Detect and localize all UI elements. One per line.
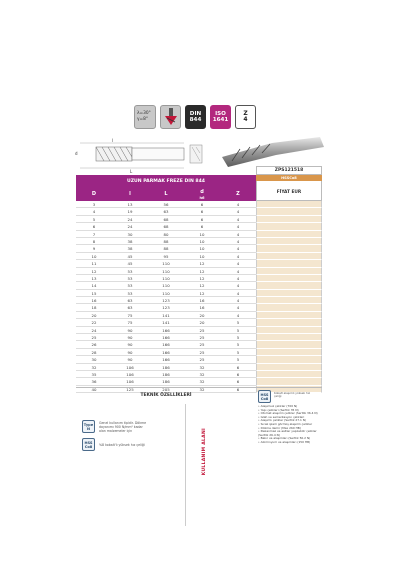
cell-D: 22 xyxy=(76,319,112,326)
cell-D: 36 xyxy=(76,378,112,385)
cell-D: 10 xyxy=(76,253,112,260)
cell-D: 5 xyxy=(76,216,112,223)
cell-l: 75 xyxy=(112,312,148,319)
hss-note: Kobalt alaşımlı yüksek hız çeliği xyxy=(274,391,311,399)
type-icon-label: Type xyxy=(83,422,94,427)
usage-item: • Islah ve sementasyon çelikleri xyxy=(258,416,322,420)
type-icon-value: N xyxy=(86,426,90,431)
table-row xyxy=(76,349,322,356)
cell-l: 90 xyxy=(112,356,148,363)
cell-d: 12 xyxy=(184,290,220,297)
cell-D: 6 xyxy=(76,223,112,230)
cell-L: 186 xyxy=(148,364,184,371)
cell-price xyxy=(256,297,322,304)
cell-d: 32 xyxy=(184,386,220,393)
cell-d: 12 xyxy=(184,268,220,275)
table-title: UZUN PARMAK FREZE DIN 844 xyxy=(76,175,256,188)
cell-Z: 4 xyxy=(220,231,256,238)
dim-d-label: d xyxy=(75,151,78,156)
cell-l: 19 xyxy=(112,208,148,215)
product-table xyxy=(76,166,322,393)
iso-badge xyxy=(210,105,231,129)
table-row xyxy=(76,290,322,297)
cell-L: 110 xyxy=(148,290,184,297)
table-row xyxy=(76,312,322,319)
cell-L: 110 xyxy=(148,275,184,282)
tool-shape-icon xyxy=(160,105,181,129)
cell-price xyxy=(256,356,322,363)
cell-l: 125 xyxy=(112,386,148,393)
usage-item: • Yapı çelikleri (Sertlik 35 N) xyxy=(258,409,322,413)
cell-L: 68 xyxy=(148,223,184,230)
cell-l: 106 xyxy=(112,371,148,378)
table-row xyxy=(76,282,322,289)
cell-l: 13 xyxy=(112,201,148,208)
col-header-Z: Z xyxy=(220,188,256,201)
cell-d: 10 xyxy=(184,238,220,245)
iso-label: ISO xyxy=(215,111,226,117)
cell-d: 32 xyxy=(184,378,220,385)
cell-d: 25 xyxy=(184,327,220,334)
hss-icon-label: HSS xyxy=(84,440,93,445)
hss-icon-value: Co8 xyxy=(84,444,93,449)
usage-area-label: KULLANIM ALANI xyxy=(202,428,207,476)
cell-Z: 4 xyxy=(220,260,256,267)
cell-D: 7 xyxy=(76,231,112,238)
cell-Z: 4 xyxy=(220,216,256,223)
cell-Z: 5 xyxy=(220,327,256,334)
cell-l: 90 xyxy=(112,327,148,334)
col-header-l: l xyxy=(112,188,148,201)
din-number: 844 xyxy=(189,117,202,123)
usage-list xyxy=(258,405,322,445)
table-row xyxy=(76,297,322,304)
cell-price xyxy=(256,341,322,348)
table-row xyxy=(76,356,322,363)
cell-Z: 6 xyxy=(220,378,256,385)
cell-l: 106 xyxy=(112,378,148,385)
feature-material-text: %8 kobalt'lı yüksek hız çeliği xyxy=(99,442,145,447)
cell-price xyxy=(256,334,322,341)
cell-d: 16 xyxy=(184,297,220,304)
cell-L: 166 xyxy=(148,334,184,341)
table-row xyxy=(76,216,322,223)
usage-item: • Sıcak işlem görmüş alaşımlı çelikler xyxy=(258,423,322,427)
feature-type xyxy=(82,420,149,433)
helix-angle-value: λ=30° xyxy=(137,111,151,116)
cell-l: 45 xyxy=(112,253,148,260)
cell-D: 26 xyxy=(76,341,112,348)
table-row xyxy=(76,371,322,378)
table-row xyxy=(76,253,322,260)
col-header-D: D xyxy=(76,188,112,201)
material-label: HSSCo8 xyxy=(256,175,322,181)
cell-l: 53 xyxy=(112,282,148,289)
cell-L: 166 xyxy=(148,327,184,334)
cell-D: 8 xyxy=(76,238,112,245)
cell-L: 141 xyxy=(148,319,184,326)
cell-Z: 4 xyxy=(220,253,256,260)
cell-Z: 6 xyxy=(220,364,256,371)
usage-item: • Alaşımlı çelikler (Sertlik 27.1 N) xyxy=(258,419,322,423)
cell-L: 95 xyxy=(148,253,184,260)
cell-D: 14 xyxy=(76,282,112,289)
cell-d: 32 xyxy=(184,371,220,378)
cell-L: 63 xyxy=(148,208,184,215)
din-badge xyxy=(185,105,206,129)
cell-price xyxy=(256,327,322,334)
cell-D: 25 xyxy=(76,334,112,341)
cell-Z: 4 xyxy=(220,245,256,252)
cell-D: 30 xyxy=(76,356,112,363)
cell-L: 88 xyxy=(148,238,184,245)
cell-d: 6 xyxy=(184,216,220,223)
cell-l: 75 xyxy=(112,319,148,326)
cell-price xyxy=(256,260,322,267)
spec-badges xyxy=(134,105,256,129)
cell-d: 10 xyxy=(184,245,220,252)
table-row xyxy=(76,304,322,311)
cell-price xyxy=(256,208,322,215)
cell-l: 24 xyxy=(112,223,148,230)
feature-material xyxy=(82,438,145,451)
cell-Z: 4 xyxy=(220,208,256,215)
cell-d: 25 xyxy=(184,356,220,363)
cell-price xyxy=(256,253,322,260)
cell-Z: 5 xyxy=(220,349,256,356)
cell-d: 6 xyxy=(184,208,220,215)
cell-D: 12 xyxy=(76,268,112,275)
technical-section xyxy=(76,387,322,525)
product-code: ZPS121518 xyxy=(256,166,322,175)
flute-count-value: 4 xyxy=(243,116,248,123)
cell-d: 10 xyxy=(184,253,220,260)
type-n-icon xyxy=(82,420,95,433)
cell-D: 40 xyxy=(76,386,112,393)
table-row xyxy=(76,268,322,275)
cell-d: 10 xyxy=(184,231,220,238)
col-header-L: L xyxy=(148,188,184,201)
cell-price xyxy=(256,312,322,319)
cell-Z: 5 xyxy=(220,341,256,348)
cell-L: 166 xyxy=(148,341,184,348)
cell-D: 32 xyxy=(76,364,112,371)
cell-price xyxy=(256,245,322,252)
cell-price xyxy=(256,319,322,326)
cell-Z: 6 xyxy=(220,386,256,393)
table-body xyxy=(76,201,322,393)
table-row xyxy=(76,238,322,245)
cell-D: 16 xyxy=(76,297,112,304)
cell-Z: 4 xyxy=(220,304,256,311)
cell-price xyxy=(256,231,322,238)
cell-price xyxy=(256,364,322,371)
usage-item: • Alaşımsız çelikler (700 N) xyxy=(258,405,322,409)
cell-l: 63 xyxy=(112,297,148,304)
cell-l: 38 xyxy=(112,245,148,252)
helix-angle-badge xyxy=(134,105,156,129)
cell-Z: 4 xyxy=(220,275,256,282)
cell-l: 90 xyxy=(112,349,148,356)
cell-L: 186 xyxy=(148,378,184,385)
cell-D: 3 xyxy=(76,201,112,208)
cell-L: 56 xyxy=(148,201,184,208)
table-row xyxy=(76,378,322,385)
col-header-d-tolerance: h6 xyxy=(199,196,205,200)
technical-title: TEKNİK ÖZELLİKLERİ xyxy=(140,393,192,398)
cell-price xyxy=(256,275,322,282)
cell-price xyxy=(256,201,322,208)
din-label: DIN xyxy=(189,111,202,117)
cell-L: 110 xyxy=(148,260,184,267)
cell-Z: 5 xyxy=(220,356,256,363)
flute-count-badge xyxy=(235,105,256,129)
cell-L: 166 xyxy=(148,356,184,363)
table-row xyxy=(76,201,322,208)
table-row xyxy=(76,260,322,267)
cell-D: 20 xyxy=(76,312,112,319)
cell-d: 20 xyxy=(184,319,220,326)
cell-D: 35 xyxy=(76,371,112,378)
dim-l-label: l xyxy=(112,138,114,143)
cell-l: 63 xyxy=(112,304,148,311)
cell-L: 123 xyxy=(148,304,184,311)
cell-Z: 4 xyxy=(220,290,256,297)
cell-price xyxy=(256,290,322,297)
cell-d: 25 xyxy=(184,349,220,356)
cell-L: 205 xyxy=(148,386,184,393)
cell-D: 13 xyxy=(76,275,112,282)
cell-D: 28 xyxy=(76,349,112,356)
rake-angle-value: γ=8° xyxy=(137,117,149,122)
cell-D: 9 xyxy=(76,245,112,252)
cell-d: 6 xyxy=(184,223,220,230)
col-header-d xyxy=(184,188,220,201)
table-row xyxy=(76,231,322,238)
usage-item: • Bakır ve alaşımları (Sertlik 50.2 N) xyxy=(258,437,322,441)
col-header-d-label: d xyxy=(200,189,204,195)
cell-l: 38 xyxy=(112,238,148,245)
cell-l: 30 xyxy=(112,231,148,238)
cell-price xyxy=(256,238,322,245)
cell-Z: 4 xyxy=(220,268,256,275)
cell-price xyxy=(256,282,322,289)
cell-d: 20 xyxy=(184,312,220,319)
cell-d: 6 xyxy=(184,201,220,208)
cell-Z: 4 xyxy=(220,297,256,304)
cell-D: 4 xyxy=(76,208,112,215)
usage-item: • Paslanmaz ve asitler yapılabilir çelikler (Sertlik 26.4 N) xyxy=(258,430,322,437)
cell-d: 12 xyxy=(184,260,220,267)
cell-L: 141 xyxy=(148,312,184,319)
cell-d: 25 xyxy=(184,341,220,348)
cell-L: 110 xyxy=(148,268,184,275)
cell-L: 88 xyxy=(148,245,184,252)
table-row xyxy=(76,245,322,252)
hss-co8-icon xyxy=(258,390,271,403)
cell-Z: 4 xyxy=(220,223,256,230)
table-row xyxy=(76,364,322,371)
cell-price xyxy=(256,349,322,356)
cell-d: 16 xyxy=(184,304,220,311)
cell-Z: 4 xyxy=(220,201,256,208)
hss-big-value: Co8 xyxy=(260,396,269,401)
cell-D: 18 xyxy=(76,304,112,311)
technical-features xyxy=(76,404,186,526)
column-headers xyxy=(76,188,322,201)
cell-l: 90 xyxy=(112,341,148,348)
cell-d: 12 xyxy=(184,282,220,289)
cell-Z: 4 xyxy=(220,282,256,289)
cell-D: 15 xyxy=(76,290,112,297)
cell-L: 80 xyxy=(148,231,184,238)
usage-item: • Otomat alaşımlı çelikler (Sertlik 36.4 N) xyxy=(258,412,322,416)
table-row xyxy=(76,334,322,341)
hss-co8-icon xyxy=(82,438,95,451)
cell-l: 106 xyxy=(112,364,148,371)
table-row xyxy=(76,208,322,215)
table-row xyxy=(76,319,322,326)
cell-Z: 4 xyxy=(220,238,256,245)
cell-price xyxy=(256,378,322,385)
cell-price xyxy=(256,216,322,223)
col-header-price: FİYAT EUR xyxy=(256,188,322,201)
hss-big-label: HSS xyxy=(260,392,269,397)
cell-d: 25 xyxy=(184,334,220,341)
cell-Z: 5 xyxy=(220,319,256,326)
cell-price xyxy=(256,223,322,230)
iso-number: 1641 xyxy=(212,117,229,123)
cell-D: 11 xyxy=(76,260,112,267)
dim-L-label: L xyxy=(130,169,133,174)
cell-L: 186 xyxy=(148,371,184,378)
cell-l: 90 xyxy=(112,334,148,341)
cell-d: 32 xyxy=(184,364,220,371)
feature-type-text: Genel kullanım tipidir. Dökme dayanımı 900 N/mm² kadar olan malzemeler için xyxy=(99,420,147,433)
cell-D: 24 xyxy=(76,327,112,334)
cell-price xyxy=(256,268,322,275)
cell-d: 12 xyxy=(184,275,220,282)
table-row xyxy=(76,341,322,348)
flute-count-label: Z xyxy=(243,110,248,117)
usage-item: • Alüminyum ve alaşımları (150 HB) xyxy=(258,441,322,445)
cell-Z: 4 xyxy=(220,312,256,319)
cell-L: 123 xyxy=(148,297,184,304)
cell-price xyxy=(256,371,322,378)
cell-l: 53 xyxy=(112,268,148,275)
cell-price xyxy=(256,304,322,311)
cell-l: 53 xyxy=(112,290,148,297)
table-row xyxy=(76,327,322,334)
cell-l: 53 xyxy=(112,275,148,282)
cell-Z: 5 xyxy=(220,334,256,341)
cell-l: 24 xyxy=(112,216,148,223)
cell-L: 166 xyxy=(148,349,184,356)
cell-Z: 6 xyxy=(220,371,256,378)
table-row xyxy=(76,223,322,230)
cell-l: 45 xyxy=(112,260,148,267)
cell-L: 110 xyxy=(148,282,184,289)
usage-item: • Dökme demir (Max 260 HB) xyxy=(258,427,322,431)
cell-L: 68 xyxy=(148,216,184,223)
table-row xyxy=(76,275,322,282)
